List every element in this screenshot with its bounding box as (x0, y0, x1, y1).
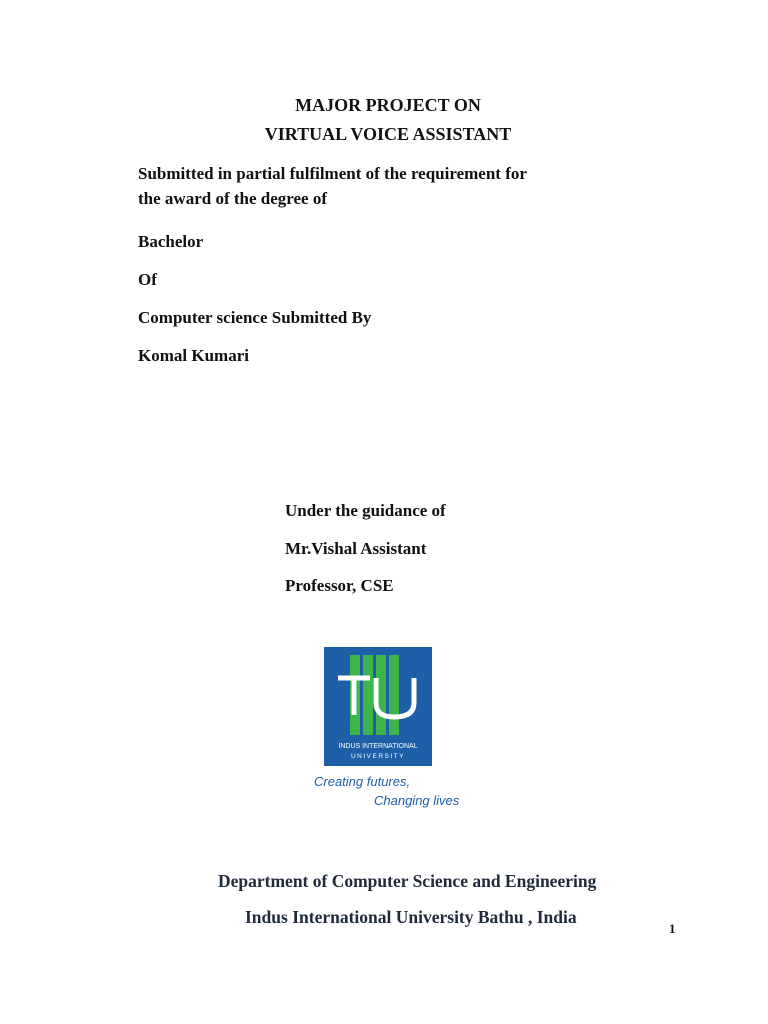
logo-name-line-2: UNIVERSITY (350, 753, 406, 760)
university-logo (310, 645, 470, 817)
title-line-1: MAJOR PROJECT ON (295, 95, 481, 115)
submission-line-2: the award of the degree of (138, 189, 328, 208)
author-name: Komal Kumari (138, 346, 249, 365)
title-line-2: VIRTUAL VOICE ASSISTANT (264, 124, 512, 144)
logo-tagline-1: Creating futures, (314, 774, 411, 789)
guide-designation: Professor, CSE (285, 576, 394, 595)
logo-tagline-2: Changing lives (374, 793, 460, 808)
logo-name-line-1: INDUS INTERNATIONAL (338, 743, 418, 750)
guidance-heading: Under the guidance of (285, 501, 446, 520)
degree-program: Computer science Submitted By (138, 308, 372, 327)
degree-of: Of (138, 270, 157, 289)
university-name: Indus International University Bathu , India (245, 907, 577, 927)
degree-bachelor: Bachelor (138, 232, 204, 251)
guide-name: Mr.Vishal Assistant (285, 539, 427, 558)
department-name: Department of Computer Science and Engineering (218, 871, 597, 891)
page-number: 1 (669, 921, 676, 936)
submission-line-1: Submitted in partial fulfilment of the requirement for (138, 164, 527, 183)
